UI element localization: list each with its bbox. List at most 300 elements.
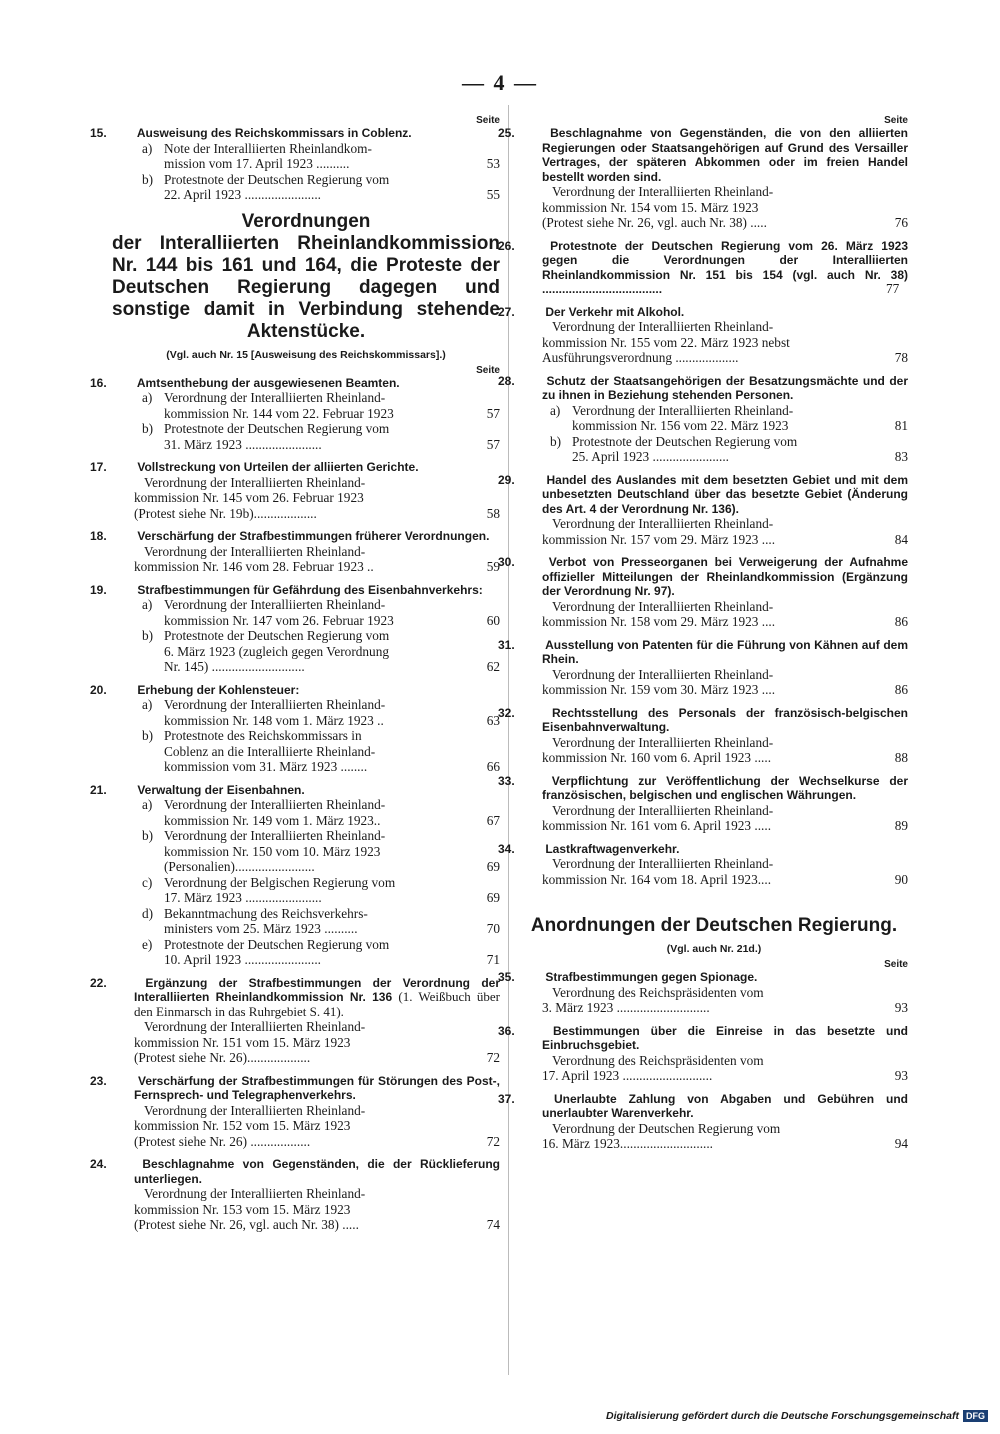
- entry-text: Verordnung des Reichspräsidenten vom: [552, 1052, 764, 1068]
- footer: [606, 1410, 988, 1422]
- entry-title-text: Lastkraftwagenverkehr.: [542, 841, 680, 856]
- page-spacer: [464, 421, 500, 437]
- sub-item-label: b): [142, 628, 154, 643]
- entry-text: kommission Nr. 157 vom 29. März 1923 ....: [542, 531, 776, 547]
- sub-item-line: [164, 921, 500, 937]
- sub-item-body: [164, 906, 500, 937]
- toc-entry: [90, 1073, 500, 1150]
- sub-item-text: kommission vom 31. März 1923 ........: [164, 759, 368, 774]
- sub-item-label: a): [142, 797, 153, 812]
- left-column: [90, 115, 501, 1241]
- page-number-ref: 93: [894, 1000, 908, 1015]
- entry-title: [90, 782, 500, 798]
- page-spacer: [464, 844, 500, 860]
- toc-entry: [498, 555, 908, 630]
- entry-title-text: Rechtsstellung des Personals der französisch-belgischen Eisenbahnverwaltung.: [542, 705, 908, 734]
- entry-title: [498, 304, 908, 320]
- seite-label: Seite: [476, 115, 500, 126]
- sub-item-line: [164, 744, 500, 760]
- entry-number: 33.: [498, 773, 515, 788]
- entry-text: kommission Nr. 160 vom 6. April 1923 .....: [542, 750, 772, 765]
- page-spacer: [464, 628, 500, 644]
- sub-item: [520, 434, 908, 465]
- sub-item-text: Verordnung der Interalliierten Rheinland-: [572, 402, 794, 418]
- seite-label: Seite: [476, 364, 500, 376]
- entry-text: Verordnung der Interalliierten Rheinland-: [552, 856, 774, 871]
- sub-item-line: [164, 156, 500, 172]
- sub-item-text: Nr. 145) ............................: [164, 659, 305, 674]
- sub-item-line: [164, 828, 500, 844]
- entry-number: 17.: [90, 460, 107, 474]
- page-number-ref: 67: [486, 812, 500, 828]
- entry-text-line: [112, 490, 500, 506]
- entry-text: 17. April 1923 ...........................: [542, 1068, 713, 1083]
- sub-item-line: [164, 937, 500, 953]
- entry-number: 22.: [90, 975, 107, 990]
- entry-number: 29.: [498, 472, 515, 487]
- section-title: Anordnungen der Deutschen Regierung.: [530, 915, 898, 936]
- page-number-ref: 81: [894, 418, 908, 433]
- toc-entry: [498, 705, 908, 766]
- page-number-ref: 53: [486, 156, 500, 171]
- entry-text-line: [520, 319, 908, 335]
- sub-item-body: [164, 875, 500, 906]
- sub-item: [112, 141, 500, 172]
- entry-title: [90, 582, 500, 598]
- section-subtitle: der Interalliierten Rheinlandkommission Nr. 144 bis 161 und 164, die Proteste der Deutschen Regierung dagegen und sonstige damit in Verbindung stehende Aktenstücke.: [112, 232, 500, 342]
- entry-text: 16. März 1923............................: [542, 1136, 713, 1151]
- sub-item-label: c): [142, 874, 153, 890]
- entry-text-line: [520, 872, 908, 888]
- toc-entry: [90, 529, 500, 575]
- sub-item-label: a): [142, 140, 153, 156]
- sub-item-body: [164, 172, 500, 203]
- entry-text: Verordnung der Interalliierten Rheinland-: [552, 516, 774, 531]
- toc-entry: [498, 1091, 908, 1152]
- right-entries-2: [498, 970, 908, 1152]
- page-spacer: [464, 141, 500, 157]
- sub-item-body: [164, 797, 500, 828]
- toc-entry: [498, 970, 908, 1016]
- sub-item-text: Protestnote des Reichskommissars in: [164, 728, 362, 743]
- seite-label: Seite: [884, 115, 908, 126]
- entry-text: Verordnung der Deutschen Regierung vom: [552, 1120, 781, 1136]
- sub-item-label: a): [550, 402, 561, 418]
- entry-title-text: Verschärfung der Strafbestimmungen früherer Verordnungen.: [134, 529, 490, 543]
- page-spacer: [464, 728, 500, 744]
- entry-title: [90, 375, 500, 391]
- sub-item-text: kommission Nr. 156 vom 22. März 1923: [572, 418, 789, 433]
- entry-title-text: Vollstreckung von Urteilen der alliierten Gerichte.: [134, 460, 419, 474]
- left-entries-top: [90, 126, 500, 203]
- entry-text: kommission Nr. 158 vom 29. März 1923 ....: [542, 614, 776, 629]
- sub-item-line: [164, 759, 500, 775]
- sub-item-line: [164, 890, 500, 906]
- sub-item-text: 6. März 1923 (zugleich gegen Verordnung: [164, 643, 389, 659]
- entry-text-line: [112, 544, 500, 560]
- page-spacer: [464, 390, 500, 406]
- entry-text: (Protest siehe Nr. 26)...................: [134, 1050, 311, 1065]
- entry-text-line: [112, 1050, 500, 1066]
- entry-title-text: Der Verkehr mit Alkohol.: [542, 304, 685, 319]
- entry-title: [498, 472, 908, 517]
- entry-title-text: Strafbestimmungen für Gefährdung des Eisenbahnverkehrs:: [134, 582, 483, 597]
- entry-title: [498, 126, 908, 184]
- entry-title: [90, 126, 500, 141]
- toc-entry: [90, 682, 500, 775]
- entry-text-line: [520, 184, 908, 200]
- entry-text-line: [112, 1103, 500, 1119]
- page-number-ref: 60: [486, 612, 500, 628]
- sub-item-line: [164, 406, 500, 422]
- page-spacer: [464, 875, 500, 891]
- entry-text-line: [520, 985, 908, 1001]
- sub-item-line: [164, 813, 500, 829]
- sub-item-line: [572, 449, 908, 465]
- sub-item-line: [164, 172, 500, 188]
- entry-title-extra: (1. Weißbuch über den Einmarsch in das Ruhrgebiet S. 41).: [134, 989, 501, 1019]
- entry-text: (Protest siehe Nr. 26) ..................: [134, 1133, 311, 1149]
- entry-text-line: [520, 682, 908, 698]
- page-number-ref: 55: [486, 187, 500, 202]
- entry-title-text: Erhebung der Kohlensteuer:: [134, 682, 300, 697]
- page-spacer: [464, 597, 500, 613]
- entry-number: 21.: [90, 782, 107, 797]
- entry-text-line: [520, 1136, 908, 1152]
- entry-number: 32.: [498, 705, 515, 720]
- entry-title: [498, 1091, 908, 1121]
- page-number-ref: 57: [486, 436, 500, 452]
- sub-item-text: Protestnote der Deutschen Regierung vom: [164, 628, 390, 643]
- sub-item-text: Protestnote der Deutschen Regierung vom: [164, 171, 390, 187]
- sub-item-text: 22. April 1923 .......................: [164, 187, 321, 202]
- entry-title-text: Strafbestimmungen gegen Spionage.: [542, 970, 758, 984]
- sub-item-label: a): [142, 390, 153, 405]
- sub-item-line: [164, 628, 500, 644]
- page-number-ref: 83: [894, 449, 908, 464]
- sub-item: [112, 697, 500, 728]
- sub-item-line: [164, 859, 500, 875]
- page-number-ref: 76: [894, 215, 908, 230]
- page-number-ref: 66: [486, 759, 500, 774]
- entry-number: 28.: [498, 373, 515, 388]
- sub-item-text: mission vom 17. April 1923 ..........: [164, 156, 350, 171]
- entry-text: kommission Nr. 164 vom 18. April 1923....: [542, 871, 772, 887]
- sub-item-line: [572, 434, 908, 450]
- page-spacer: [872, 434, 908, 450]
- entry-number: 31.: [498, 637, 515, 652]
- page-number-ref: 78: [894, 350, 908, 365]
- section-heading-anordnungen: [520, 915, 908, 937]
- entry-text: kommission Nr. 154 vom 15. März 1923: [542, 199, 759, 215]
- entry-title-text: Ausweisung des Reichskommissars in Coblenz.: [134, 126, 412, 140]
- sub-item-text: (Personalien)........................: [164, 859, 315, 874]
- entry-title: [90, 460, 500, 475]
- entry-text: Verordnung der Interalliierten Rheinland-: [552, 734, 774, 750]
- sub-item-line: [164, 906, 500, 922]
- entry-title-text: Handel des Auslandes mit dem besetzten Gebiet und mit dem unbesetzten Deutschland über das besetzte Gebiet (Änderung des Art. 4 der Verordnung Nr. 136).: [542, 472, 908, 516]
- entry-text-line: [520, 818, 908, 834]
- sub-item: [112, 797, 500, 828]
- entry-number: 26.: [498, 238, 515, 253]
- sub-item-label: b): [142, 171, 154, 187]
- toc-entry: [90, 126, 500, 203]
- entry-number: 36.: [498, 1023, 515, 1038]
- page-number-ref: 74: [486, 1217, 500, 1232]
- entry-text: kommission Nr. 161 vom 6. April 1923 .....: [542, 818, 772, 833]
- sub-item-text: Verordnung der Interalliierten Rheinland-: [164, 390, 386, 405]
- page-number-ref: 89: [894, 818, 908, 833]
- sub-item-line: [164, 697, 500, 713]
- page-number-ref: 69: [486, 859, 500, 874]
- page-spacer: [464, 172, 500, 188]
- page-number-ref: 70: [486, 921, 500, 936]
- sub-item-label: b): [550, 433, 562, 449]
- sub-item: [112, 828, 500, 875]
- sub-item-text: 31. März 1923 .......................: [164, 436, 322, 452]
- sub-item-text: Coblenz an die Interalliierte Rheinland-: [164, 743, 376, 759]
- sub-item: [112, 597, 500, 628]
- entry-title: [90, 682, 500, 698]
- entry-text: Verordnung der Interalliierten Rheinland-: [144, 1019, 366, 1034]
- page-number-ref: 71: [486, 952, 500, 967]
- sub-item-text: 25. April 1923 .......................: [572, 449, 729, 464]
- sub-item-line: [572, 418, 908, 434]
- sub-item-line: [164, 187, 500, 203]
- sub-item: [112, 421, 500, 452]
- toc-entry: [498, 126, 908, 231]
- entry-number: 23.: [90, 1073, 107, 1088]
- entry-text-line: [520, 200, 908, 216]
- entry-text: Verordnung der Interalliierten Rheinland-: [552, 802, 774, 818]
- page-number-ref: 63: [486, 712, 500, 728]
- entry-text: Verordnung der Interalliierten Rheinland-: [552, 598, 774, 614]
- entry-title: [498, 705, 908, 735]
- sub-item-text: kommission Nr. 147 vom 26. Februar 1923: [164, 612, 394, 628]
- sub-item: [112, 390, 500, 421]
- sub-item-text: Verordnung der Interalliierten Rheinland-: [164, 797, 386, 812]
- page-number-ref: 58: [486, 505, 500, 521]
- sub-item-text: kommission Nr. 148 vom 1. März 1923 ..: [164, 712, 384, 728]
- sub-item-label: a): [142, 597, 153, 612]
- entry-text-line: [520, 215, 908, 231]
- entry-number: 35.: [498, 970, 515, 984]
- toc-entry: [90, 460, 500, 521]
- sub-item-text: kommission Nr. 149 vom 1. März 1923..: [164, 812, 381, 828]
- page-spacer: [464, 644, 500, 660]
- page-number-ref: 90: [894, 871, 908, 887]
- entry-text-line: [520, 614, 908, 630]
- right-entries: [498, 126, 908, 887]
- sub-item-text: Verordnung der Interalliierten Rheinland-: [164, 697, 386, 712]
- sub-item-line: [164, 797, 500, 813]
- section-note: (Vgl. auch Nr. 15 [Ausweisung des Reichskommissars].): [166, 348, 446, 361]
- entry-title-text: Verbot von Presseorganen bei Verweigerung der Aufnahme offizieller Mitteilungen der Rheinlandkommission (Ergänzung der Verordnung Nr. 97).: [542, 555, 908, 598]
- sub-item-line: [164, 613, 500, 629]
- page-number-ref: 72: [486, 1133, 500, 1149]
- sub-item-body: [164, 697, 500, 728]
- sub-item-line: [164, 437, 500, 453]
- page-number-ref: 84: [894, 531, 908, 547]
- sub-item-body: [572, 434, 908, 465]
- entry-text: Verordnung der Interalliierten Rheinland-: [552, 666, 774, 682]
- page-spacer: [464, 797, 500, 813]
- entry-text-line: [520, 750, 908, 766]
- sub-item-line: [164, 644, 500, 660]
- footer-text: Digitalisierung gefördert durch die Deutsche Forschungsgemeinschaft: [606, 1410, 959, 1422]
- entry-number: 37.: [498, 1091, 515, 1106]
- sub-item-text: Protestnote der Deutschen Regierung vom: [164, 936, 390, 952]
- entry-text: Ausführungsverordnung ...................: [542, 350, 739, 365]
- entry-title-text: Schutz der Staatsangehörigen der Besatzungsmächte und der zu ihnen in Beziehung stehenden Personen.: [542, 373, 908, 402]
- page-spacer: [464, 906, 500, 922]
- entry-text: kommission Nr. 152 vom 15. März 1923: [134, 1118, 351, 1133]
- page-number-ref: 62: [486, 659, 500, 674]
- sub-item-line: [164, 728, 500, 744]
- entry-text-line: [520, 735, 908, 751]
- sub-item: [112, 628, 500, 675]
- sub-item-body: [164, 390, 500, 421]
- sub-item: [112, 728, 500, 775]
- entry-text-line: [112, 559, 500, 575]
- toc-entry: [498, 373, 908, 465]
- sub-item-body: [164, 628, 500, 675]
- sub-item-body: [164, 597, 500, 628]
- entry-title: [90, 975, 501, 1020]
- sub-item-body: [164, 828, 500, 875]
- entry-number: 18.: [90, 529, 107, 543]
- sub-item: [112, 875, 500, 906]
- toc-entry: [498, 472, 908, 548]
- entry-text-line: [520, 599, 908, 615]
- entry-text-line: [520, 1068, 908, 1084]
- entry-text-line: [520, 1000, 908, 1016]
- entry-text: kommission Nr. 145 vom 26. Februar 1923: [134, 490, 364, 505]
- entry-text: Verordnung der Interalliierten Rheinland-: [552, 184, 774, 199]
- sub-item: [112, 937, 500, 968]
- sub-item-body: [164, 421, 500, 452]
- page-spacer: [872, 403, 908, 419]
- sub-item-line: [164, 597, 500, 613]
- page-number-ref: 57: [486, 405, 500, 421]
- entry-title: [498, 637, 908, 667]
- column-divider: [508, 105, 509, 1375]
- toc-entry: [498, 1023, 908, 1084]
- sub-item: [112, 172, 500, 203]
- sub-item-text: Verordnung der Interalliierten Rheinland-: [164, 597, 386, 612]
- sub-item-line: [164, 141, 500, 157]
- sub-item-line: [164, 844, 500, 860]
- entry-text-line: [112, 1019, 500, 1035]
- sub-item-label: e): [142, 936, 153, 952]
- toc-entry: [498, 637, 908, 698]
- entry-text: kommission Nr. 155 vom 22. März 1923 nebst: [542, 334, 790, 350]
- entry-title: [90, 1073, 500, 1103]
- entry-number: 19.: [90, 582, 107, 597]
- sub-item-body: [164, 141, 500, 172]
- toc-entry: [90, 782, 500, 968]
- entry-text: 3. März 1923 ............................: [542, 1000, 710, 1015]
- entry-title: [498, 373, 908, 403]
- sub-item-body: [572, 403, 908, 434]
- toc-entry: [90, 1157, 500, 1233]
- entry-number: 15.: [90, 126, 107, 140]
- sub-item: [520, 403, 908, 434]
- toc-entry: [498, 238, 908, 297]
- right-column: [498, 115, 908, 1160]
- entry-text-line: [112, 1118, 500, 1134]
- sub-item-label: b): [142, 828, 154, 843]
- entry-text-line: [112, 1186, 500, 1202]
- entry-text-line: [520, 856, 908, 872]
- entry-text-line: [112, 1035, 500, 1051]
- page-spacer: [464, 828, 500, 844]
- entry-text-line: [520, 1121, 908, 1137]
- entry-text: kommission Nr. 151 vom 15. März 1923: [134, 1034, 351, 1050]
- entry-text-line: [520, 516, 908, 532]
- entry-number: 16.: [90, 375, 107, 390]
- entry-text-line: [112, 475, 500, 491]
- entry-title-text: Unerlaubte Zahlung von Abgaben und Gebühren und unerlaubter Warenverkehr.: [542, 1091, 908, 1120]
- entry-number: 20.: [90, 682, 107, 697]
- page-number-ref: 93: [894, 1068, 908, 1083]
- entry-number: 30.: [498, 555, 515, 569]
- toc-entry: [90, 375, 500, 453]
- sub-item-text: 17. März 1923 .......................: [164, 890, 322, 905]
- entry-text-line: [112, 1134, 500, 1150]
- entry-number: 24.: [90, 1157, 107, 1171]
- sub-item-label: a): [142, 697, 153, 712]
- entry-text: kommission Nr. 146 vom 28. Februar 1923 ..: [134, 559, 374, 574]
- entry-title: [498, 970, 908, 985]
- entry-text-line: [112, 1217, 500, 1233]
- sub-item-line: [164, 952, 500, 968]
- entry-text: (Protest siehe Nr. 26, vgl. auch Nr. 38) .....: [134, 1217, 359, 1232]
- entry-text: Verordnung der Interalliierten Rheinland-: [144, 1186, 366, 1201]
- entry-text-line: [520, 335, 908, 351]
- entry-title-text: Verschärfung der Strafbestimmungen für Störungen des Post-, Fernsprech- und Telegraphenverkehrs.: [134, 1073, 500, 1102]
- entry-title-text: Ausstellung von Patenten für die Führung von Kähnen auf dem Rhein.: [542, 637, 908, 666]
- sub-item-text: Verordnung der Interalliierten Rheinland-: [164, 828, 386, 843]
- entry-title: [90, 529, 500, 544]
- entry-number: 25.: [498, 126, 515, 140]
- entry-text-line: [520, 350, 908, 366]
- entry-number: 27.: [498, 304, 515, 319]
- page-spacer: [464, 744, 500, 760]
- sub-item-body: [164, 728, 500, 775]
- sub-item-line: [164, 875, 500, 891]
- entry-title-text: Beschlagnahme von Gegenständen, die von den alliierten Regierungen oder Staatsangehörigen auf Grund des Versailler Vertrages, der späteren Abkommen oder im freien Handel bestellt worden sind.: [542, 126, 908, 184]
- sub-item-line: [572, 403, 908, 419]
- toc-entry: [498, 841, 908, 888]
- page-number-ref: 69: [486, 890, 500, 905]
- entry-text-line: [520, 667, 908, 683]
- page-number-ref: 94: [894, 1136, 908, 1151]
- entry-title: [90, 1157, 500, 1186]
- sub-item-text: kommission Nr. 144 vom 22. Februar 1923: [164, 405, 394, 421]
- entry-text: (Protest siehe Nr. 26, vgl. auch Nr. 38) .....: [542, 215, 767, 230]
- entry-title-text: Ergänzung der Strafbestimmungen der Verordnung der Interalliierten Rheinlandkommission Nr. 136: [134, 975, 500, 1004]
- sub-item-line: [164, 390, 500, 406]
- sub-item-text: 10. April 1923 .......................: [164, 952, 321, 967]
- entry-text: Verordnung der Interalliierten Rheinland-: [144, 1102, 366, 1118]
- sub-item-text: Note der Interalliierten Rheinlandkom-: [164, 140, 372, 156]
- entry-text: kommission Nr. 159 vom 30. März 1923 ....: [542, 682, 776, 697]
- page-number-ref: 59: [486, 559, 500, 574]
- entry-text-line: [520, 1053, 908, 1069]
- sub-item-line: [164, 713, 500, 729]
- entry-title-text: Protestnote der Deutschen Regierung vom 26. März 1923 gegen die Verordnungen der Interalliierten Rheinlandkommission Nr. 151 bis 154 (vgl. auch Nr. 38) ....................................: [542, 238, 908, 296]
